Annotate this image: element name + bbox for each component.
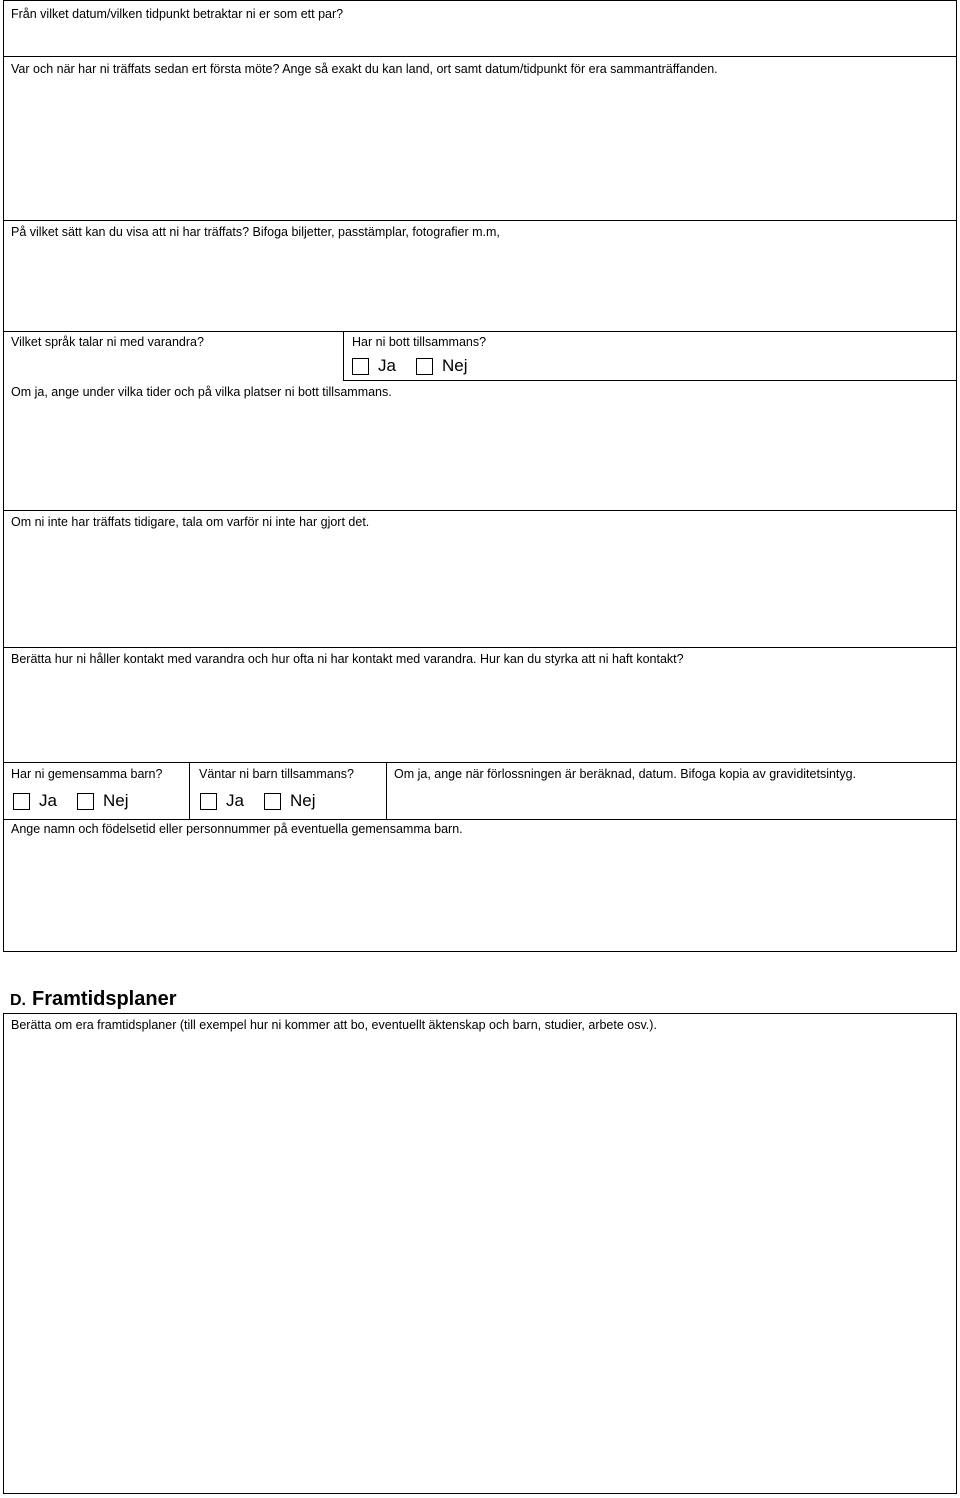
- answer-area-meetings[interactable]: [5, 78, 955, 218]
- expecting-child-no-checkbox[interactable]: [264, 793, 281, 810]
- option-no-label: Nej: [102, 791, 129, 810]
- question-lived-together: Har ni bott tillsammans?: [352, 335, 487, 349]
- option-no-label: Nej: [441, 356, 468, 375]
- common-children-yes-checkbox[interactable]: [13, 793, 30, 810]
- row-divider: [4, 56, 956, 57]
- question-contact: Berätta hur ni håller kontakt med varandra och hur ofta ni har kontakt med varandra. Hur kan du styrka att ni haft kontakt?: [11, 652, 684, 666]
- expecting-child-yes-checkbox[interactable]: [200, 793, 217, 810]
- question-future-plans: Berätta om era framtidsplaner (till exempel hur ni kommer att bo, eventuellt äktenskap och barn, studier, arbete osv.).: [11, 1018, 657, 1032]
- common-children-no-checkbox[interactable]: [77, 793, 94, 810]
- column-divider: [189, 762, 190, 819]
- question-couple-since: Från vilket datum/vilken tidpunkt betraktar ni er som ett par?: [11, 7, 344, 21]
- answer-area-contact[interactable]: [5, 669, 955, 760]
- section-title: Framtidsplaner: [32, 988, 177, 1010]
- column-divider: [343, 331, 344, 380]
- row-divider: [4, 331, 956, 332]
- column-divider: [386, 762, 387, 819]
- answer-area-due-date[interactable]: [388, 786, 955, 817]
- row-divider: [4, 220, 956, 221]
- question-due-date: Om ja, ange när förlossningen är beräknad, datum. Bifoga kopia av graviditetsintyg.: [394, 767, 857, 781]
- question-common-children: Har ni gemensamma barn?: [11, 767, 163, 781]
- question-meetings: Var och när har ni träffats sedan ert första möte? Ange så exakt du kan land, ort samt datum/tidpunkt för era sammanträffanden.: [11, 62, 718, 76]
- question-lived-together-details: Om ja, ange under vilka tider och på vilka platser ni bott tillsammans.: [11, 385, 392, 399]
- row-divider: [4, 510, 956, 511]
- option-yes-label: Ja: [226, 791, 244, 810]
- answer-area-couple-since[interactable]: [5, 22, 955, 54]
- answer-area-language[interactable]: [5, 352, 339, 378]
- row-divider: [4, 647, 956, 648]
- answer-area-future-plans[interactable]: [5, 1036, 955, 1492]
- option-yes-label: Ja: [378, 356, 396, 375]
- question-language: Vilket språk talar ni med varandra?: [11, 335, 204, 349]
- lived-together-no-checkbox[interactable]: [416, 358, 433, 375]
- row-divider: [4, 762, 956, 763]
- option-yes-label: Ja: [39, 791, 57, 810]
- row-divider: [4, 819, 956, 820]
- question-not-met: Om ni inte har träffats tidigare, tala om varför ni inte har gjort det.: [11, 515, 370, 529]
- question-children-names: Ange namn och födelsetid eller personnummer på eventuella gemensamma barn.: [11, 822, 463, 836]
- answer-area-not-met[interactable]: [5, 532, 955, 645]
- answer-area-proof[interactable]: [5, 242, 955, 329]
- question-expecting-child: Väntar ni barn tillsammans?: [199, 767, 354, 781]
- question-proof-of-meeting: På vilket sätt kan du visa att ni har träffats? Bifoga biljetter, passtämplar, fotografier m.m,: [11, 225, 500, 239]
- lived-together-yes-checkbox[interactable]: [352, 358, 369, 375]
- row-divider: [343, 380, 956, 381]
- common-children-options: [13, 791, 148, 811]
- expecting-child-options: [200, 791, 335, 811]
- section-letter: D.: [10, 992, 26, 1009]
- section-d-heading: [10, 988, 176, 1011]
- answer-area-lived-details[interactable]: [5, 402, 955, 508]
- option-no-label: Nej: [289, 791, 316, 810]
- answer-area-children-names[interactable]: [5, 839, 955, 949]
- lived-together-options: [352, 356, 487, 376]
